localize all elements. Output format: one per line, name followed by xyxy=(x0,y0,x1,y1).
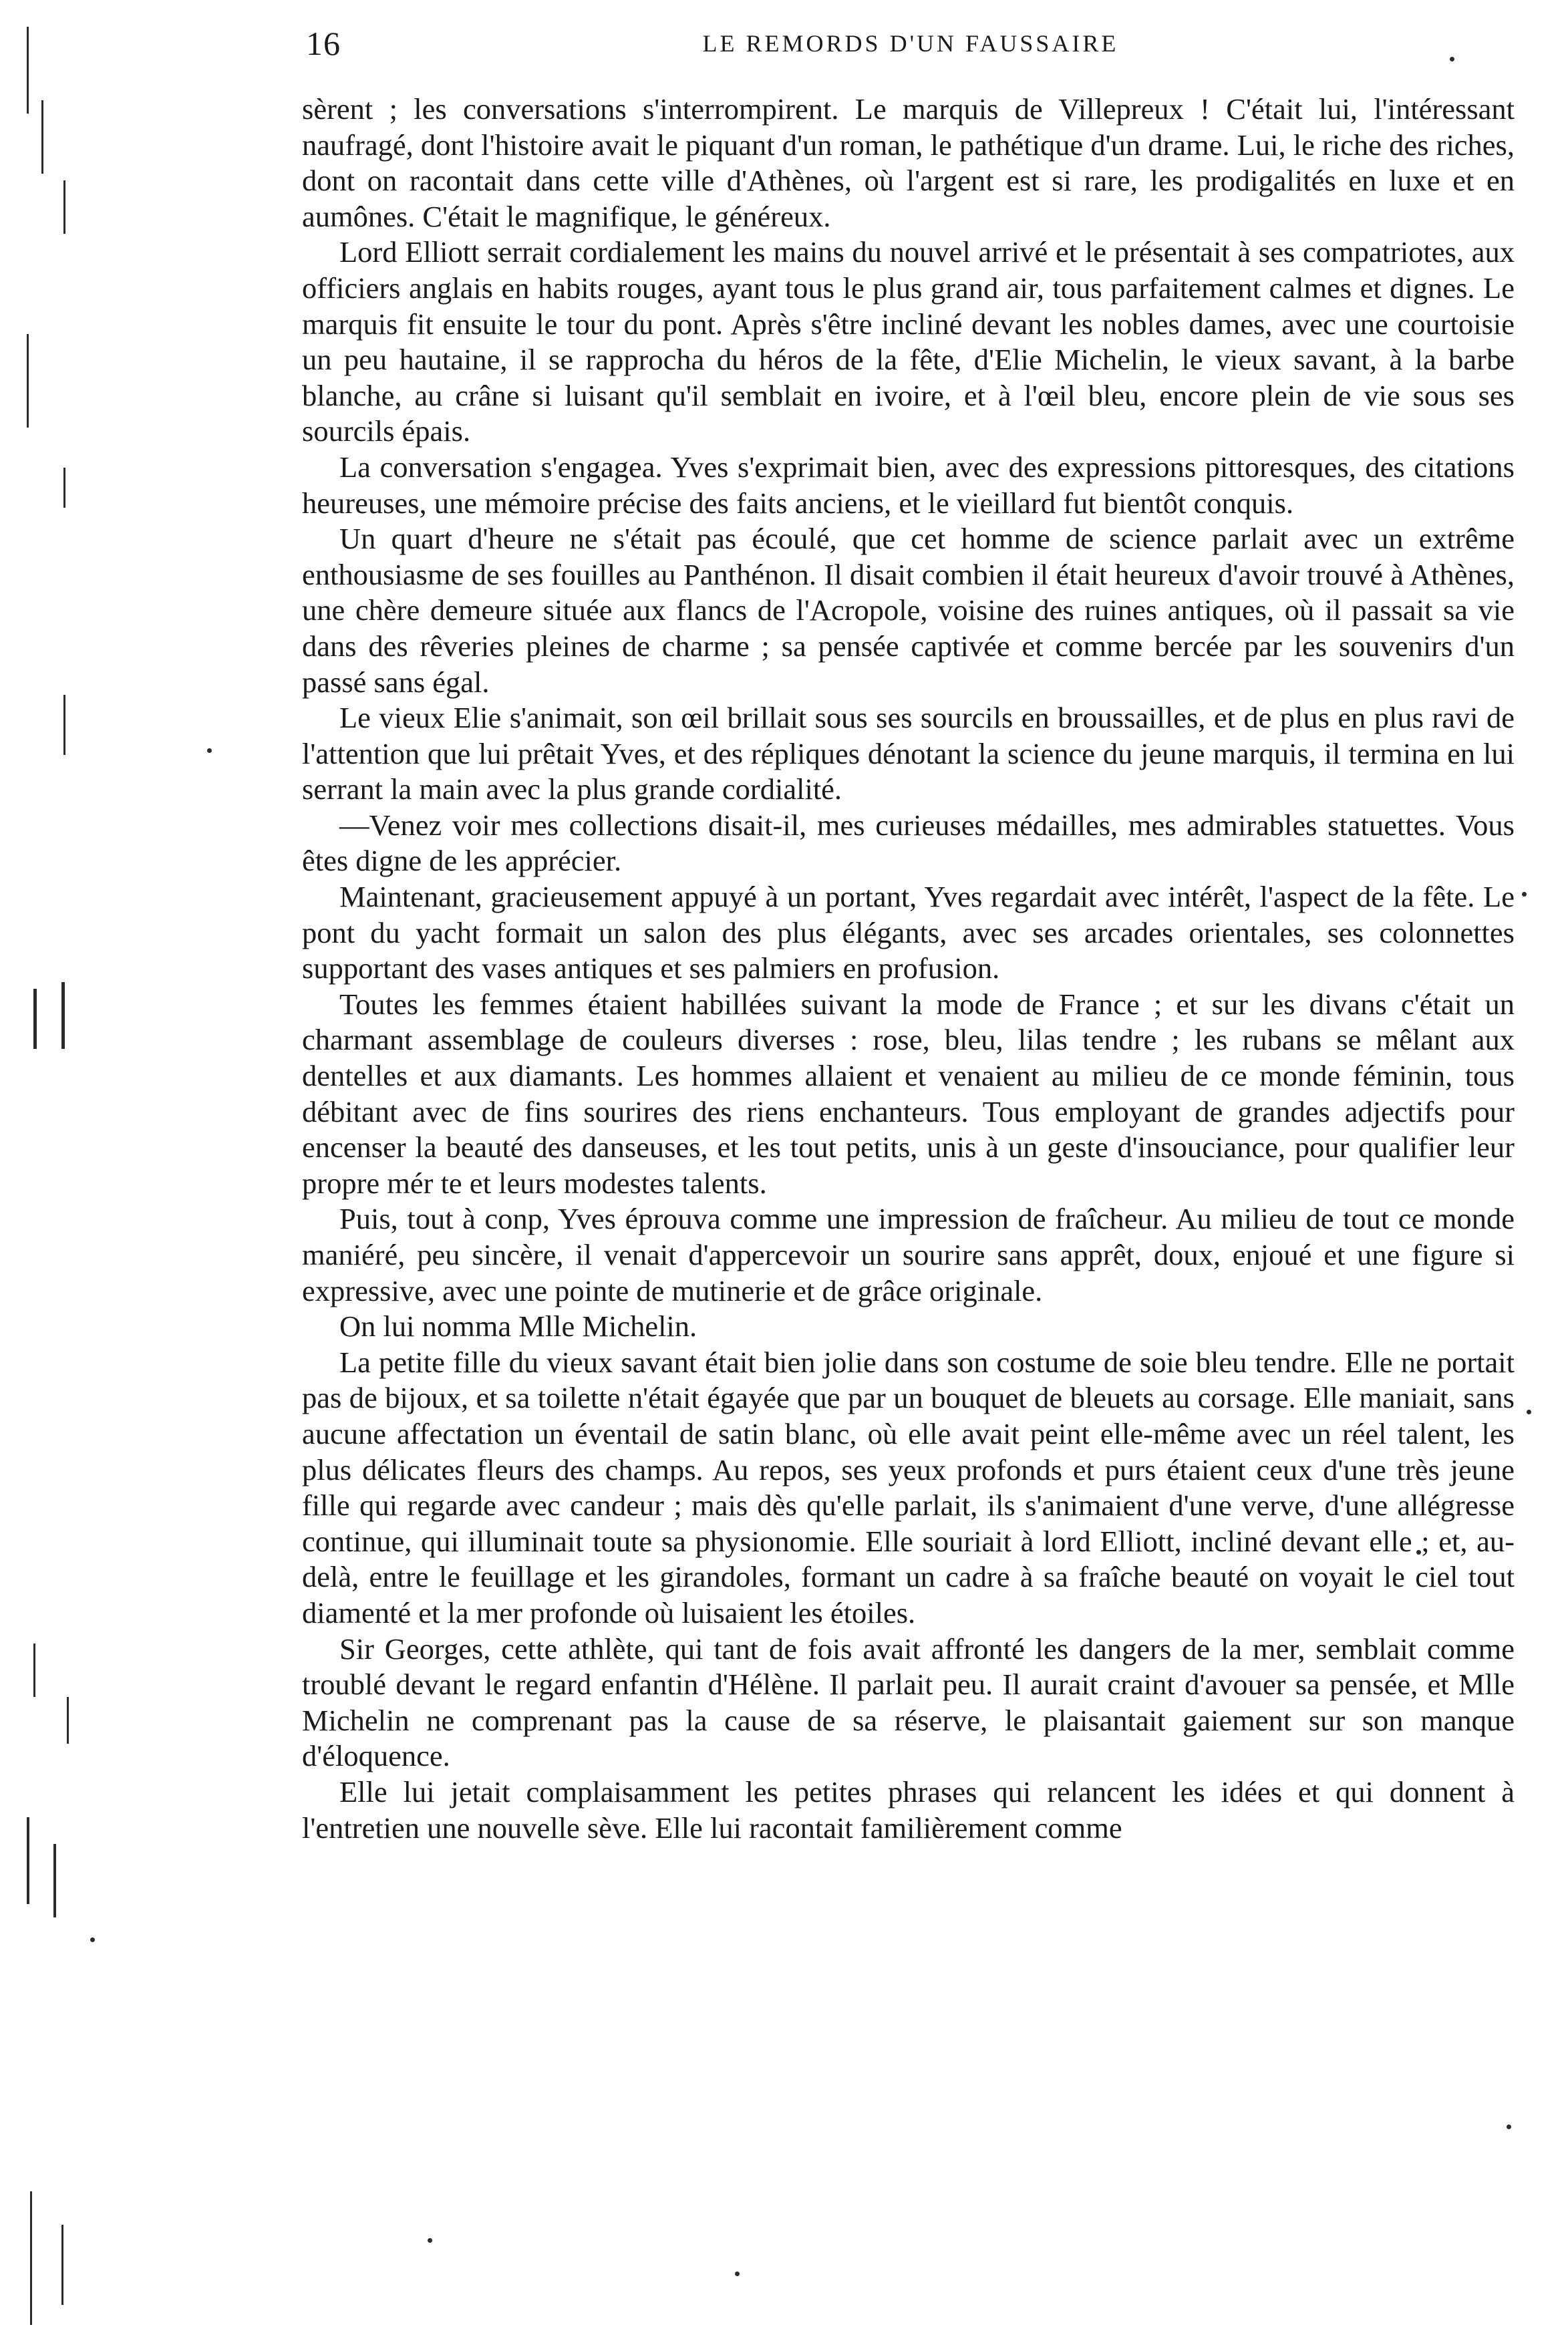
margin-scan-mark xyxy=(61,982,65,1049)
body-text xyxy=(302,92,1515,1846)
margin-scan-mark xyxy=(41,100,43,174)
margin-scan-mark xyxy=(33,1643,35,1697)
paragraph: Toutes les femmes étaient habillées suivant la mode de France ; et sur les divans c'était un charmant assemblage de couleurs diverses : rose, bleu, lilas tendre ; les rubans se mêlant aux dentelles et aux diamants. Les hommes allaient et venaient au milieu de ce monde féminin, tous débitant avec de fins sourires des riens enchanteurs. Tous employant de grandes adjectifs pour encenser la beauté des danseuses, et les tout petits, unis à un geste d'insouciance, pour qualifier leur propre mér te et leurs modestes talents. xyxy=(302,987,1515,1200)
paragraph: La petite fille du vieux savant était bien jolie dans son costume de soie bleu tendre. Elle ne portait pas de bijoux, et sa toilette n'était égayée que par un bouquet de bleuets au corsage. Elle maniait, sans aucune affectation un éventail de satin blanc, où elle avait peint elle-même avec un réel talent, les plus délicates fleurs des champs. Au repos, ses yeux profonds et purs étaient ceux d'une très jeune fille qui regarde avec candeur ; mais dès qu'elle parlait, ils s'animaient d'une verve, d'une allégresse continue, qui illuminait toute sa physionomie. Elle souriait à lord Elliott, incliné devant elle ; et, au-delà, entre le feuillage et les girandoles, formant un cadre à sa fraîche beauté on voyait le ciel tout diamenté et la mer profonde où luisaient les étoiles. xyxy=(302,1345,1515,1629)
margin-scan-mark xyxy=(33,989,37,1049)
paragraph: Un quart d'heure ne s'était pas écoulé, que cet homme de science parlait avec un extrême enthousiasme de ses fouilles au Panthénon. Il disait combien il était heureux d'avoir trouvé à Athènes, une chère demeure située aux flancs de l'Acropole, voisine des ruines antiques, où il passait sa vie dans des rêveries pleines de charme ; sa pensée captivée et comme bercée par les souvenirs d'un passé sans égal. xyxy=(302,522,1515,699)
paragraph: Lord Elliott serrait cordialement les mains du nouvel arrivé et le présentait à ses compatriotes, aux officiers anglais en habits rouges, ayant tous le plus grand air, tous parfaitement calmes et dignes. Le marquis fit ensuite le tour du pont. Après s'être incliné devant les nobles dames, avec une courtoisie un peu hautaine, il se rapprocha du héros de la fête, d'Elie Michelin, le vieux savant, à la barbe blanche, au crâne si luisant qu'il semblait en ivoire, et à l'œil bleu, encore plein de vie sous ses sourcils épais. xyxy=(302,235,1515,448)
paragraph: On lui nomma Mlle Michelin. xyxy=(339,1309,697,1344)
scan-speck xyxy=(735,2272,740,2276)
paragraph: La conversation s'engagea. Yves s'exprimait bien, avec des expressions pittoresques, des citations heureuses, une mémoire précise des faits anciens, et le vieillard fut bientôt conquis. xyxy=(302,450,1515,520)
margin-scan-mark xyxy=(63,468,65,508)
paragraph: Maintenant, gracieusement appuyé à un portant, Yves regardait avec intérêt, l'aspect de la fête. Le pont du yacht formait un salon des plus élégants, avec ses arcades orientales, ses colonnettes supportant des vases antiques et ses palmiers en profusion. xyxy=(302,880,1515,985)
margin-scan-mark xyxy=(63,695,65,755)
paragraph: sèrent ; les conversations s'interrompirent. Le marquis de Villepreux ! C'était lui, l'intéressant naufragé, dont l'histoire avait le piquant d'un roman, le pathétique d'un drame. Lui, le riche des riches, dont on racontait dans cette ville d'Athènes, où l'argent est si rare, les prodigalités en luxe et en aumônes. C'était le magnifique, le généreux. xyxy=(302,92,1515,233)
scan-speck xyxy=(428,2238,432,2243)
scan-speck xyxy=(1527,1410,1531,1414)
scan-speck xyxy=(1522,892,1527,897)
page-header xyxy=(306,24,1515,64)
margin-scan-mark xyxy=(30,2191,32,2325)
margin-scan-mark xyxy=(61,2225,63,2305)
scan-speck xyxy=(90,1937,95,1942)
page-number: 16 xyxy=(306,25,341,62)
paragraph: Puis, tout à conp, Yves éprouva comme une impression de fraîcheur. Au milieu de tout ce monde maniéré, peu sincère, il venait d'appercevoir un sourire sans apprêt, doux, enjoué et une figure si expressive, avec une pointe de mutinerie et de grâce originale. xyxy=(302,1202,1515,1307)
margin-scan-mark xyxy=(53,1844,56,1917)
scan-speck xyxy=(1507,2125,1511,2129)
paragraph: Elle lui jetait complaisamment les petites phrases qui relancent les idées et qui donnent à l'entretien une nouvelle sève. Elle lui racontait familièrement comme xyxy=(302,1774,1515,1845)
margin-scan-mark xyxy=(27,1817,29,1904)
paragraph: Le vieux Elie s'animait, son œil brillait sous ses sourcils en broussailles, et de plus en plus ravi de l'attention que lui prêtait Yves, et des répliques dénotant la science du jeune marquis, il termina en lui serrant la main avec la plus grande cordialité. xyxy=(302,701,1515,806)
margin-scan-mark xyxy=(67,1697,69,1744)
paragraph: —Venez voir mes collections disait-il, mes curieuses médailles, mes admirables statuettes. Vous êtes digne de les apprécier. xyxy=(302,808,1515,878)
scan-speck xyxy=(207,748,212,753)
margin-scan-mark xyxy=(63,180,65,234)
margin-scan-mark xyxy=(27,334,29,428)
running-title: LE REMORDS D'UN FAUSSAIRE xyxy=(702,30,1119,57)
margin-scan-mark xyxy=(27,27,29,114)
paragraph: Sir Georges, cette athlète, qui tant de fois avait affronté les dangers de la mer, semblait comme troublé devant le regard enfantin d'Hélène. Il parlait peu. Il aurait craint d'avouer sa pensée, et Mlle Michelin ne comprenant pas la cause de sa réserve, le plaisantait gaiement sur son manque d'éloquence. xyxy=(302,1631,1515,1773)
